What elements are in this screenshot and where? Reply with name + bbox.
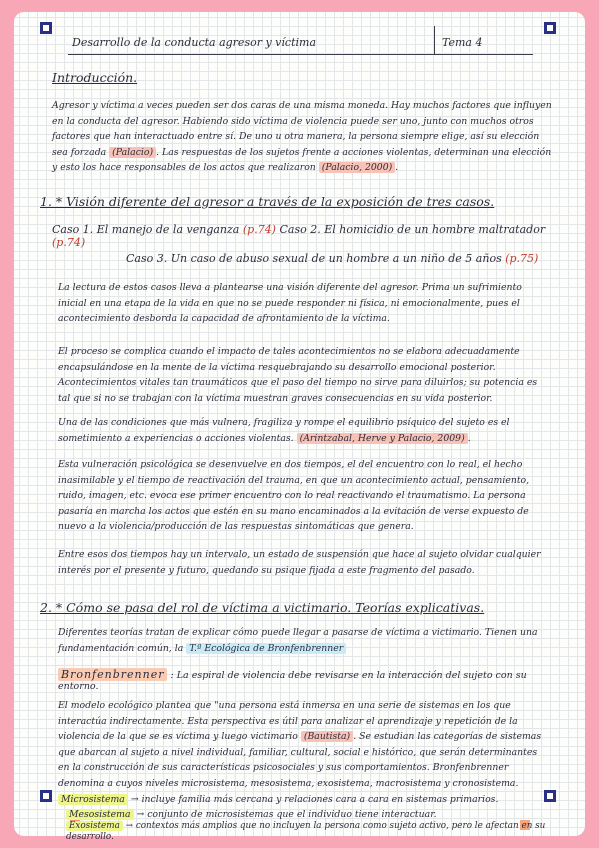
- corner-marker-bottom-left: [40, 790, 52, 802]
- paragraph-4: Esta vulneración psicológica se desenvuelve en dos tiempos, el del encuentro con lo real, el hecho inasimilable y el tiempo de reactivación del trauma, en que un acontecimiento actual, pensamiento, ruido, imagen, etc. evoca ese primer encuentro con lo real reactivando el traumatismo. La persona pasaría en marcha los actos que estén en su mano encaminados a la evitación de verse expuesto de nuevo a la violencia/producción de las respuestas sintomáticas que genera.: [58, 459, 530, 532]
- intro-title: Introducción.: [52, 70, 138, 85]
- header-tema: Tema 4: [442, 36, 483, 49]
- intro-paragraph: Agresor y víctima a veces pueden ser dos caras de una misma moneda. Hay muchos factores que influyen en la conducta del agresor. Habiendo sido víctima de violencia puede ser uno, junto con muchos otros factores que han interactuado entre sí. De uno u otra manera, la persona siempre elige, así su elección sea forzada (Palacio) . Las respuestas de los sujetos frente a acciones violentas, determinan una elección y esto los hace responsables de los actos que realizaron (Palacio, 2000) .: [52, 100, 552, 173]
- bronfenbrenner-line: Bronfenbrenner : La espiral de violencia debe revisarse en la interacción del sujeto con su entorno.: [58, 668, 527, 692]
- micro-line: Microsistema → incluye familia más cercana y relaciones cara a cara en sistemas primarios.: [58, 792, 548, 808]
- paragraph-5: Entre esos dos tiempos hay un intervalo, un estado de suspensión que hace al sujeto olvidar cualquier interés por el presente y futuro, quedando su psique fijada a este fragmento del pasado.: [58, 549, 541, 576]
- header-title: Desarrollo de la conducta agresor y víctima: [72, 36, 316, 49]
- section-2-title: 2. * Cómo se pasa del rol de víctima a victimario. Teorías explicativas.: [40, 600, 485, 615]
- meso-line: Mesosistema → conjunto de microsistemas que el individuo tiene interactuar.: [66, 807, 546, 823]
- exo-line: Exosistema → contextos más amplios que no incluyen la persona como sujeto activo, pero le afectan en su desarrollo.: [66, 821, 546, 842]
- casos-line: Caso 1. El manejo de la venganza (p.74) Caso 2. El homicidio de un hombre maltratador (p.74): [52, 223, 546, 249]
- section-1-title: 1. * Visión diferente del agresor a través de la exposición de tres casos.: [40, 194, 495, 209]
- section-2-intro: Diferentes teorías tratan de explicar cómo puede llegar a pasarse de víctima a victimario. Tienen una fundamentación común, la T.ª Ecológica de Bronfenbrenner: [58, 627, 538, 654]
- header-underline: [68, 54, 533, 55]
- corner-marker-top-left: [40, 22, 52, 34]
- header-divider: [434, 26, 435, 54]
- paragraph-2: El proceso se complica cuando el impacto de tales acontecimientos no se elabora adecuadamente encapsulándose en la mente de la víctima resquebrajando su desarrollo emocional posterior. Acontecimientos vitales tan traumáticos que el paso del tiempo no sirve para diluirlos; su potencia es tal que si no se trabajan con la víctima muestran graves consecuencias en su vida posterior.: [58, 346, 538, 404]
- notebook-page: [14, 12, 585, 842]
- bronfenbrenner-label: Bronfenbrenner: [58, 668, 167, 681]
- paragraph-3: Una de las condiciones que más vulnera, fragiliza y rompe el equilibrio psíquico del sujeto es el sometimiento a experiencias o acciones violentas. (Arintzabal, Herve y Palacio, 2009) .: [58, 417, 510, 444]
- paragraph-1: La lectura de estos casos lleva a plantearse una visión diferente del agresor. Prima un sufrimiento inicial en una etapa de la vida en que no se puede responder ni física, ni emocionalmente, pues el acontecimiento desborda la capacidad de afrontamiento de la víctima.: [58, 282, 522, 324]
- paragraph-6: El modelo ecológico plantea que "una persona está inmersa en una serie de sistemas en los que interactúa indirectamente. Esta perspectiva es útil para analizar el aprendizaje y repetición de la violencia de la que se es víctima y luego victimario (Bautista) . Se estudian las categorías de sistemas que abarcan al sujeto a nivel individual, familiar, cultural, social e histórico, que serán determinantes en la construcción de sus características psicosociales y sus comportamientos. Bronfenbrenner denomina a cuyos niveles microsistema, mesosistema, exosistema, macrosistema y cronosistema.: [58, 700, 542, 789]
- corner-marker-top-right: [544, 22, 556, 34]
- caso3-line: Caso 3. Un caso de abuso sexual de un hombre a un niño de 5 años (p.75): [126, 252, 539, 265]
